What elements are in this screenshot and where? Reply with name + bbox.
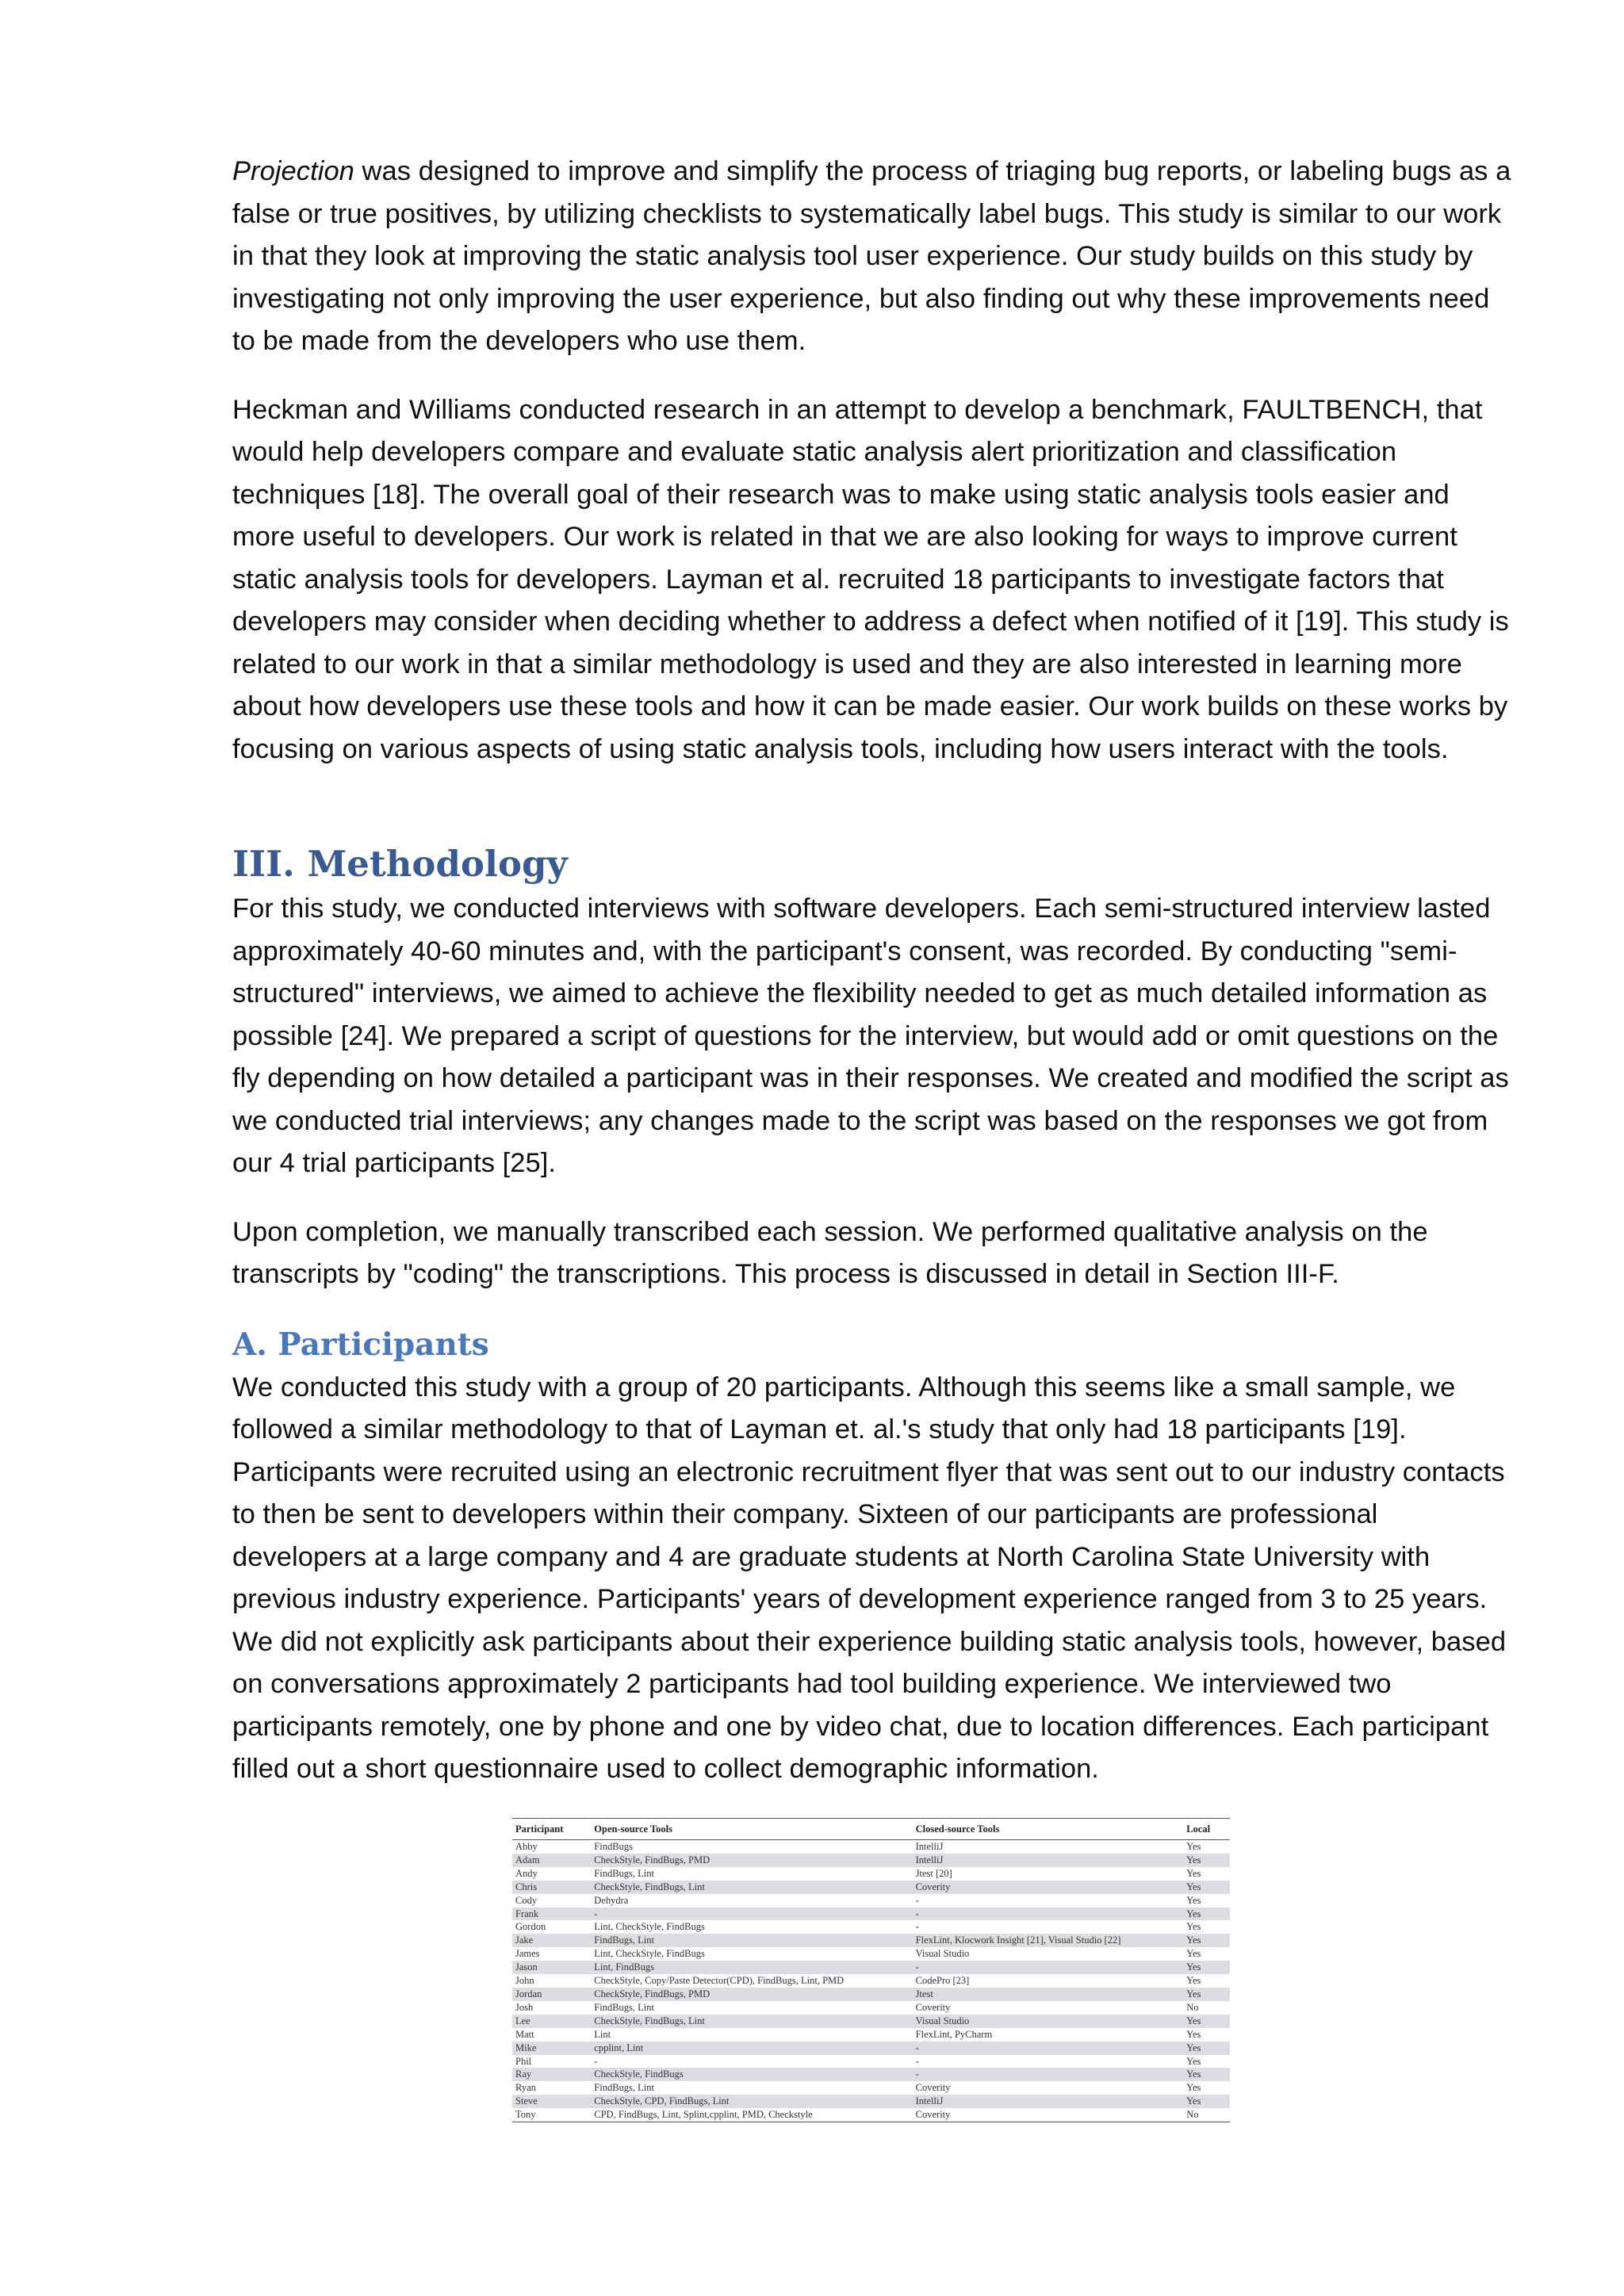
- table-row: [512, 2095, 1230, 2108]
- cell-closed-source: Jtest [20]: [915, 1867, 952, 1879]
- cell-open-source: FindBugs, Lint: [591, 1934, 912, 1947]
- cell-open-source: FindBugs, Lint: [594, 2082, 654, 2094]
- cell-local: No: [1186, 2001, 1199, 2013]
- table-row: [512, 1840, 1230, 1854]
- table-row: [512, 1961, 1230, 1974]
- cell-closed-source: FlexLint, Klocwork Insight [21], Visual Studio [22]: [913, 1934, 1184, 1947]
- cell-local: Yes: [1183, 2095, 1230, 2108]
- body-text: [232, 151, 1519, 1817]
- cell-local: Yes: [1183, 1934, 1230, 1947]
- cell-open-source: CheckStyle, FindBugs, PMD: [591, 1988, 912, 2001]
- cell-local: Yes: [1183, 1881, 1230, 1894]
- table-row: [512, 1974, 1230, 1988]
- cell-participant: Steve: [512, 2095, 591, 2108]
- table-row: [512, 1988, 1230, 2001]
- cell-open-source: CheckStyle, CPD, FindBugs, Lint: [591, 2095, 912, 2108]
- cell-local: Yes: [1186, 1921, 1201, 1933]
- cell-closed-source: IntelliJ: [913, 1854, 1184, 1867]
- cell-closed-source: FlexLint, PyCharm: [915, 2028, 993, 2040]
- cell-local: Yes: [1183, 2068, 1230, 2081]
- cell-closed-source: -: [913, 2042, 1184, 2055]
- cell-closed-source: CodePro [23]: [915, 1975, 970, 1987]
- cell-participant: John: [515, 1975, 534, 1987]
- cell-participant: Adam: [512, 1854, 591, 1867]
- cell-closed-source: Coverity: [915, 2082, 951, 2094]
- section-heading-methodology: III. Methodology: [232, 843, 568, 885]
- cell-participant: Jason: [512, 1961, 591, 1974]
- header-closed-source-tools: Closed-source Tools: [913, 1819, 1184, 1840]
- cell-local: Yes: [1183, 1988, 1230, 2001]
- cell-open-source: Lint, CheckStyle, FindBugs: [594, 1921, 705, 1933]
- table-row: [512, 1908, 1230, 1921]
- cell-closed-source: -: [915, 1921, 919, 1933]
- cell-closed-source: Visual Studio: [913, 2015, 1184, 2028]
- table-row: [512, 2015, 1230, 2028]
- cell-open-source: cpplint, Lint: [591, 2042, 912, 2055]
- cell-participant: Cody: [515, 1894, 538, 1906]
- cell-local: Yes: [1186, 1894, 1201, 1906]
- cell-open-source: CheckStyle, Copy/Paste Detector(CPD), FindBugs, Lint, PMD: [594, 1975, 845, 1987]
- cell-closed-source: -: [913, 1908, 1184, 1921]
- cell-open-source: -: [594, 2055, 598, 2067]
- cell-open-source: CPD, FindBugs, Lint, Splint,cpplint, PMD, Checkstyle: [591, 2108, 912, 2122]
- cell-open-source: Lint: [594, 2028, 611, 2040]
- projection-tool-name: Projection: [232, 156, 354, 186]
- cell-participant: Ryan: [515, 2082, 536, 2094]
- cell-participant: Gordon: [515, 1921, 546, 1933]
- cell-local: Yes: [1186, 2028, 1201, 2040]
- table-header-row: [512, 1819, 1230, 1840]
- table-row: [512, 1867, 1230, 1881]
- cell-closed-source: Visual Studio: [915, 1948, 970, 1960]
- cell-local: Yes: [1186, 1948, 1201, 1960]
- cell-open-source: CheckStyle, FindBugs, Lint: [591, 1881, 912, 1894]
- table-row: [512, 1894, 1230, 1908]
- cell-participant: James: [515, 1948, 540, 1960]
- paragraph-projection-text: was designed to improve and simplify the process of triaging bug reports, or labeling bugs as a false or true positives, by utilizing checklists to systematically label bugs. This study is similar to our work in that they look at improving the static analysis tool user experience. Our study builds on this study by investigating not only improving the user experience, but also finding out why these improvements need to be made from the developers who use them.: [232, 156, 1511, 356]
- participants-tools-table: [512, 1818, 1230, 2122]
- cell-participant: Lee: [512, 2015, 591, 2028]
- table-row: [512, 2108, 1230, 2122]
- header-local: Local: [1183, 1819, 1230, 1840]
- cell-local: Yes: [1186, 1867, 1201, 1879]
- cell-open-source: Lint, CheckStyle, FindBugs: [594, 1948, 705, 1960]
- cell-local: Yes: [1183, 2042, 1230, 2055]
- cell-open-source: Lint, FindBugs: [591, 1961, 912, 1974]
- cell-local: No: [1183, 2108, 1230, 2122]
- cell-open-source: CheckStyle, FindBugs, PMD: [591, 1854, 912, 1867]
- cell-closed-source: IntelliJ: [915, 1841, 944, 1852]
- paragraph-participants: We conducted this study with a group of 20 participants. Although this seems like a small sample, we followed a similar methodology to that of Layman et. al.'s study that only had 18 participants [19]. Participants were recruited using an electronic recruitment flyer that was sent out to our industry contacts to then be sent to developers within their company. Sixteen of our participants are professional developers at a large company and 4 are graduate students at North Carolina State University with previous industry experience. Participants' years of development experience ranged from 3 to 25 years. We did not explicitly ask participants about their experience building static analysis tools, however, based on conversations approximately 2 participants had tool building experience. We interviewed two participants remotely, one by phone and one by video chat, due to location differences. Each participant filled out a short questionnaire used to collect demographic information.: [232, 1372, 1507, 1784]
- table-row: [512, 2081, 1230, 2095]
- cell-participant: Tony: [512, 2108, 591, 2122]
- subsection-heading-participants: A. Participants: [232, 1326, 489, 1363]
- table-row: [512, 1934, 1230, 1947]
- cell-closed-source: IntelliJ: [913, 2095, 1184, 2108]
- cell-participant: Frank: [512, 1908, 591, 1921]
- cell-local: Yes: [1183, 1961, 1230, 1974]
- cell-participant: Ray: [512, 2068, 591, 2081]
- cell-participant: Mike: [512, 2042, 591, 2055]
- cell-participant: Chris: [512, 1881, 591, 1894]
- cell-open-source: -: [591, 1908, 912, 1921]
- table-row: [512, 2028, 1230, 2042]
- cell-closed-source: -: [913, 1961, 1184, 1974]
- participants-tools-table-figure: [512, 1818, 1230, 2122]
- paragraph-projection: [232, 151, 1519, 363]
- table-row: [512, 2055, 1230, 2068]
- cell-closed-source: Coverity: [913, 1881, 1184, 1894]
- cell-participant: Abby: [515, 1841, 538, 1852]
- cell-participant: Andy: [515, 1867, 538, 1879]
- header-open-source-tools: Open-source Tools: [591, 1819, 912, 1840]
- table-row: [512, 2068, 1230, 2081]
- header-participant: Participant: [512, 1819, 591, 1840]
- table-row: [512, 2042, 1230, 2055]
- cell-open-source: Dehydra: [594, 1894, 629, 1906]
- table-row: [512, 1854, 1230, 1867]
- paragraph-heckman: Heckman and Williams conducted research in an attempt to develop a benchmark, FAULTBENCH, that would help developers compare and evaluate static analysis alert prioritization and classification techniques [18]. The overall goal of their research was to make using static analysis tools easier and more useful to developers. Our work is related in that we are also looking for ways to improve current static analysis tools for developers. Layman et al. recruited 18 participants to investigate factors that developers may consider when deciding whether to address a defect when notified of it [19]. This study is related to our work in that a similar methodology is used and they are also interested in learning more about how developers use these tools and how it can be made easier. Our work builds on these works by focusing on various aspects of using static analysis tools, including how users interact with the tools.: [232, 394, 1509, 764]
- cell-participant: Jordan: [512, 1988, 591, 2001]
- cell-local: Yes: [1183, 2015, 1230, 2028]
- cell-closed-source: -: [915, 2055, 919, 2067]
- cell-participant: Josh: [515, 2001, 534, 2013]
- paragraph-methodology-interviews: For this study, we conducted interviews with software developers. Each semi-structured interview lasted approximately 40-60 minutes and, with the participant's consent, was recorded. By conducting "semi-structured" interviews, we aimed to achieve the flexibility needed to get as much detailed information as possible [24]. We prepared a script of questions for the interview, but would add or omit questions on the fly depending on how detailed a participant was in their responses. We created and modified the script as we conducted trial interviews; any changes made to the script was based on the responses we got from our 4 trial participants [25].: [232, 894, 1509, 1178]
- table-row: [512, 1881, 1230, 1894]
- cell-open-source: CheckStyle, FindBugs: [591, 2068, 912, 2081]
- cell-local: Yes: [1186, 2055, 1201, 2067]
- cell-open-source: FindBugs, Lint: [594, 2001, 654, 2013]
- cell-open-source: CheckStyle, FindBugs, Lint: [591, 2015, 912, 2028]
- cell-closed-source: Coverity: [915, 2001, 951, 2013]
- paragraph-methodology-transcription: Upon completion, we manually transcribed each session. We performed qualitative analysis on the transcripts by "coding" the transcriptions. This process is discussed in detail in Section III-F.: [232, 1216, 1428, 1289]
- table-row: [512, 1947, 1230, 1961]
- cell-closed-source: -: [913, 2068, 1184, 2081]
- table-row: [512, 1920, 1230, 1934]
- cell-participant: Jake: [512, 1934, 591, 1947]
- cell-local: Yes: [1183, 1908, 1230, 1921]
- cell-local: Yes: [1186, 1975, 1201, 1987]
- cell-local: Yes: [1186, 2082, 1201, 2094]
- cell-closed-source: Coverity: [913, 2108, 1184, 2122]
- cell-open-source: FindBugs: [594, 1841, 633, 1852]
- cell-open-source: FindBugs, Lint: [594, 1867, 654, 1879]
- cell-participant: Matt: [515, 2028, 534, 2040]
- cell-local: Yes: [1186, 1841, 1201, 1852]
- table-row: [512, 2001, 1230, 2015]
- cell-participant: Phil: [515, 2055, 532, 2067]
- cell-closed-source: -: [915, 1894, 919, 1906]
- cell-closed-source: Jtest: [913, 1988, 1184, 2001]
- cell-local: Yes: [1183, 1854, 1230, 1867]
